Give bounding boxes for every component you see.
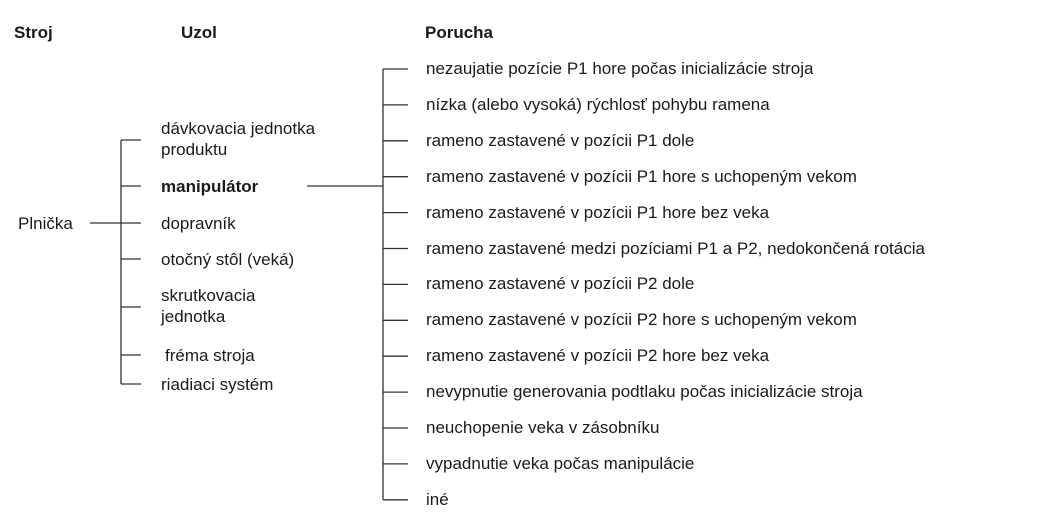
node-item: [161, 249, 294, 270]
fault-item: rameno zastavené v pozícii P2 dole: [426, 274, 695, 294]
node-label-line: produktu: [161, 140, 228, 159]
node-label-line: dopravník: [161, 214, 236, 233]
fault-item: nevypnutie generovania podtlaku počas inicializácie stroja: [426, 382, 863, 402]
node-label-line: dávkovacia jednotka: [161, 119, 316, 138]
node-label-line: manipulátor: [161, 177, 259, 196]
node-item: [161, 118, 315, 160]
fault-item: nízka (alebo vysoká) rýchlosť pohybu ramena: [426, 94, 770, 114]
header-machine: Stroj: [14, 23, 53, 42]
node-label-line: jednotka: [161, 307, 226, 326]
node-item: [161, 374, 273, 395]
node-item: [161, 213, 236, 234]
fault-item: rameno zastavené medzi pozíciami P1 a P2, nedokončená rotácia: [426, 238, 925, 258]
fault-item: vypadnutie veka počas manipulácie: [426, 453, 695, 473]
node-label-line: otočný stôl (veká): [161, 250, 295, 269]
fault-item: rameno zastavené v pozícii P1 hore bez veka: [426, 202, 770, 222]
node-label-line: fréma stroja: [165, 346, 255, 365]
fault-item: neuchopenie veka v zásobníku: [426, 418, 660, 437]
machine-label: Plnička: [18, 214, 73, 233]
fault-item: rameno zastavené v pozícii P1 dole: [426, 130, 695, 150]
fault-item: rameno zastavené v pozícii P2 hore bez veka: [426, 346, 770, 366]
fault-item: rameno zastavené v pozícii P1 hore s uchopeným vekom: [426, 166, 857, 186]
header-fault: Porucha: [425, 23, 494, 42]
fault-item: iné: [426, 489, 449, 509]
fault-item: rameno zastavené v pozícii P2 hore s uchopeným vekom: [426, 310, 857, 330]
node-label-line: riadiaci systém: [161, 375, 274, 394]
node-item: [161, 176, 258, 197]
node-item: [161, 285, 255, 327]
header-node: Uzol: [181, 23, 217, 42]
fault-item: nezaujatie pozície P1 hore počas inicializácie stroja: [426, 59, 814, 78]
node-label-line: skrutkovacia: [161, 286, 256, 305]
node-item: [165, 345, 255, 366]
